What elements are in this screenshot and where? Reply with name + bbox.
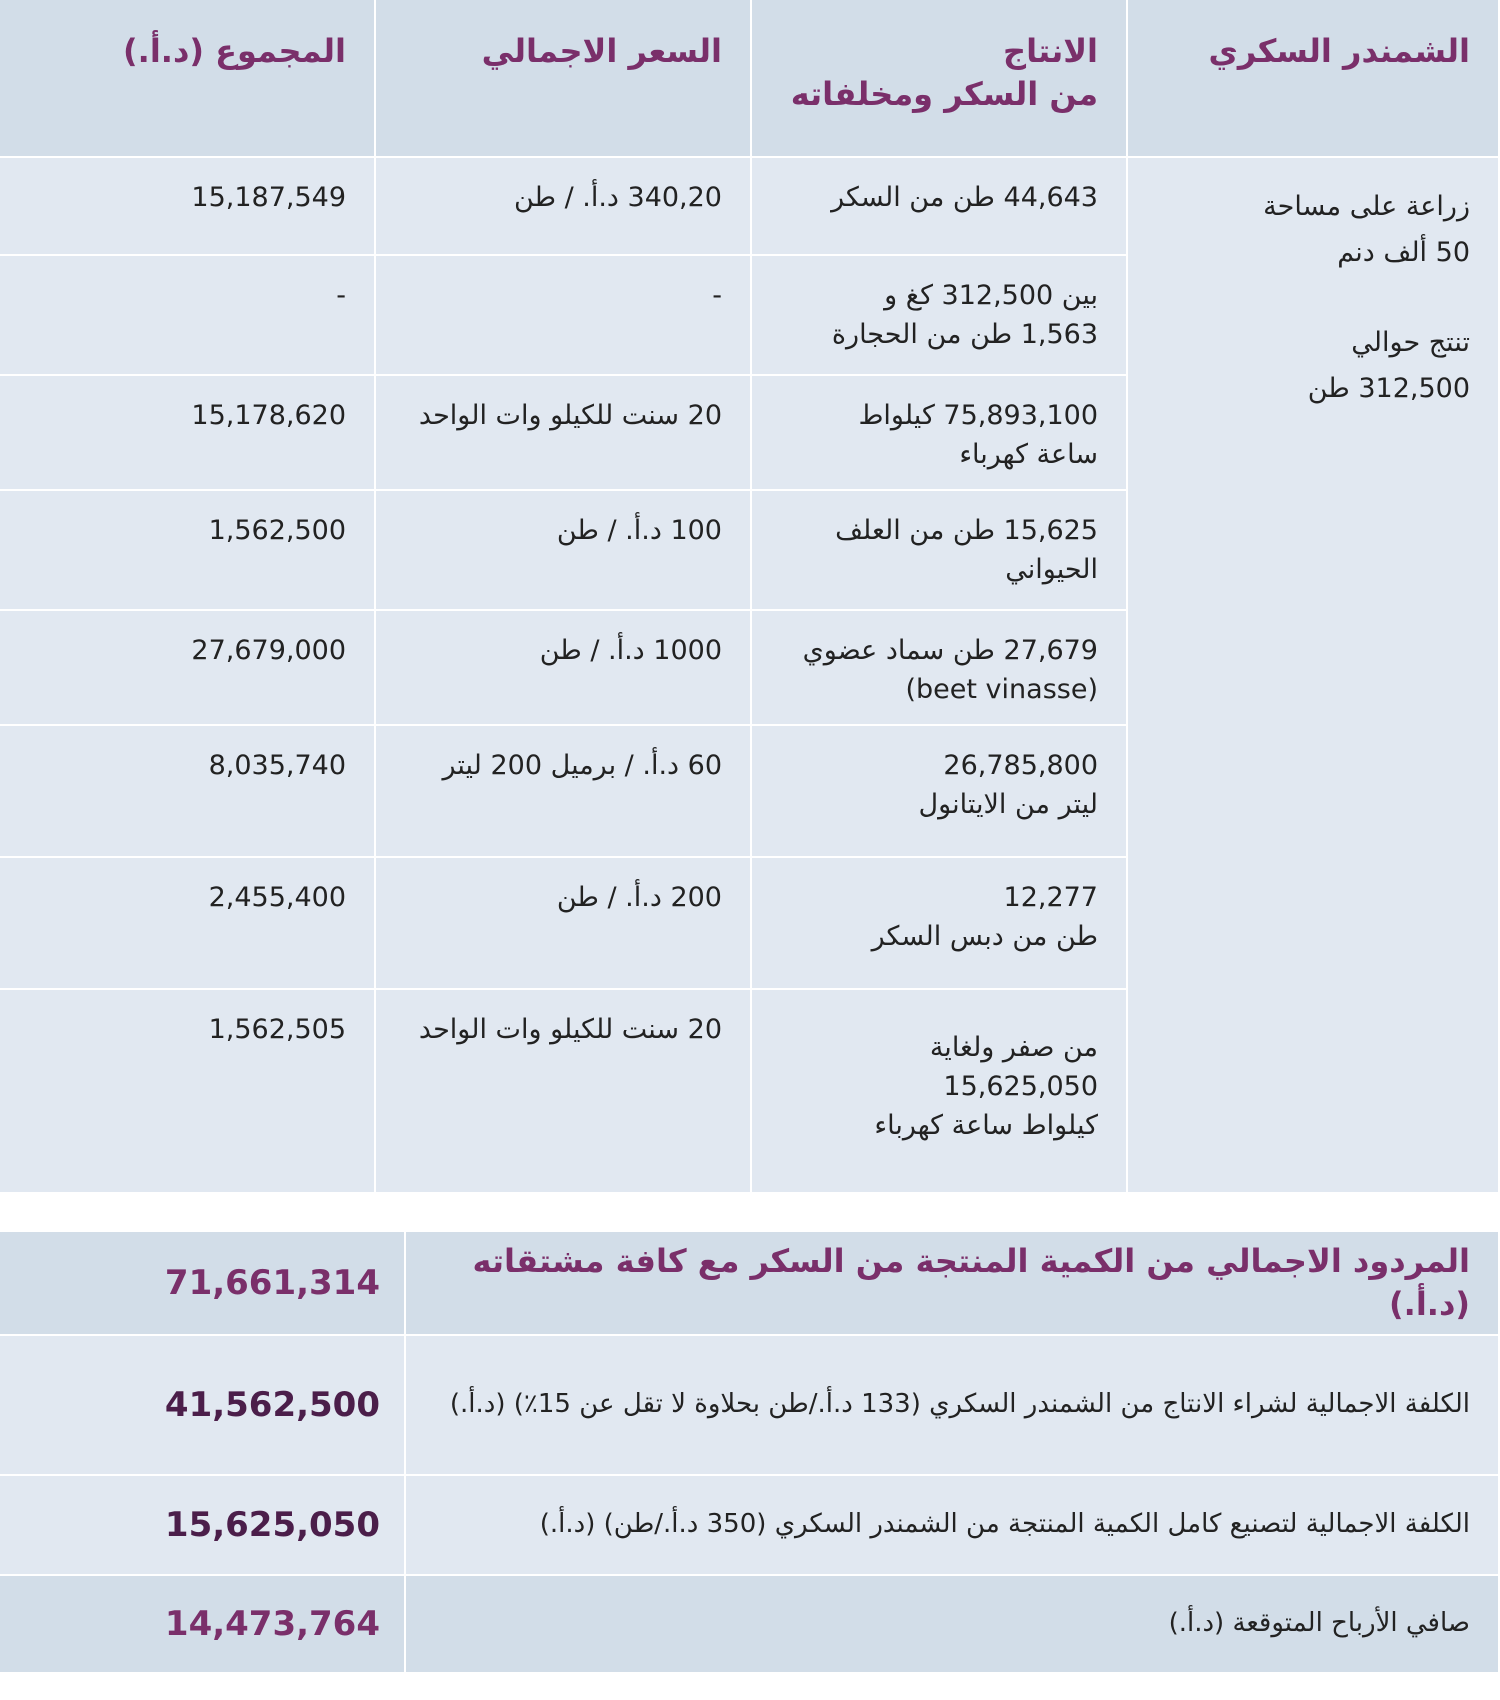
row-3-production: 75,893,100 كيلواط ساعة كهرباء <box>752 376 1128 491</box>
summary-table <box>0 1232 1500 1674</box>
summary-revenue-label: المردود الاجمالي من الكمية المنتجة من السكر مع كافة مشتقاته (د.أ.) <box>406 1232 1500 1336</box>
beet-line-2: 50 ألف دنم <box>1337 236 1470 268</box>
header-total: المجموع (د.أ.) <box>0 0 376 158</box>
row-8-production: من صفر ولغاية 15,625,050 كيلواط ساعة كهرباء <box>752 990 1128 1194</box>
summary-revenue-value: 71,661,314 <box>0 1232 406 1336</box>
beet-line-1: زراعة على مساحة <box>1263 191 1470 222</box>
row-8-price: 20 سنت للكيلو وات الواحد <box>376 990 752 1194</box>
row-1-production: 44,643 طن من السكر <box>752 158 1128 256</box>
row-1-total: 15,187,549 <box>0 158 376 256</box>
row-2-total: - <box>0 256 376 376</box>
row-7-total: 2,455,400 <box>0 858 376 990</box>
summary-net-profit-label: صافي الأرباح المتوقعة (د.أ.) <box>406 1576 1500 1674</box>
header-production: الانتاج من السكر ومخلفاته <box>752 0 1128 158</box>
beet-line-4: 312,500 طن <box>1307 372 1470 404</box>
summary-manufacturing-cost-value: 15,625,050 <box>0 1476 406 1576</box>
row-2-price: - <box>376 256 752 376</box>
summary-purchase-cost-value: 41,562,500 <box>0 1336 406 1476</box>
summary-net-profit-value: 14,473,764 <box>0 1576 406 1674</box>
row-5-production: 27,679 طن سماد عضوي (beet vinasse) <box>752 611 1128 726</box>
row-3-price: 20 سنت للكيلو وات الواحد <box>376 376 752 491</box>
row-7-production: 12,277 طن من دبس السكر <box>752 858 1128 990</box>
row-6-production: 26,785,800 ليتر من الايتانول <box>752 726 1128 858</box>
row-7-price: 200 د.أ. / طن <box>376 858 752 990</box>
row-6-total: 8,035,740 <box>0 726 376 858</box>
beet-line-3: تنتج حوالي <box>1351 326 1470 358</box>
row-8-total: 1,562,505 <box>0 990 376 1194</box>
summary-manufacturing-cost-label: الكلفة الاجمالية لتصنيع كامل الكمية المنتجة من الشمندر السكري (350 د.أ./طن) (د.أ.) <box>406 1476 1500 1576</box>
row-6-price: 60 د.أ. / برميل 200 ليتر <box>376 726 752 858</box>
beet-info <box>1128 158 1500 1194</box>
row-1-price: 340,20 د.أ. / طن <box>376 158 752 256</box>
row-5-total: 27,679,000 <box>0 611 376 726</box>
header-beet: الشمندر السكري <box>1128 0 1500 158</box>
row-4-price: 100 د.أ. / طن <box>376 491 752 611</box>
row-5-price: 1000 د.أ. / طن <box>376 611 752 726</box>
header-price: السعر الاجمالي <box>376 0 752 158</box>
row-2-production: بين 312,500 كغ و 1,563 طن من الحجارة <box>752 256 1128 376</box>
row-4-total: 1,562,500 <box>0 491 376 611</box>
row-3-total: 15,178,620 <box>0 376 376 491</box>
row-4-production: 15,625 طن من العلف الحيواني <box>752 491 1128 611</box>
summary-purchase-cost-label: الكلفة الاجمالية لشراء الانتاج من الشمندر السكري (133 د.أ./طن بحلاوة لا تقل عن 15٪) (د.أ.) <box>406 1336 1500 1476</box>
